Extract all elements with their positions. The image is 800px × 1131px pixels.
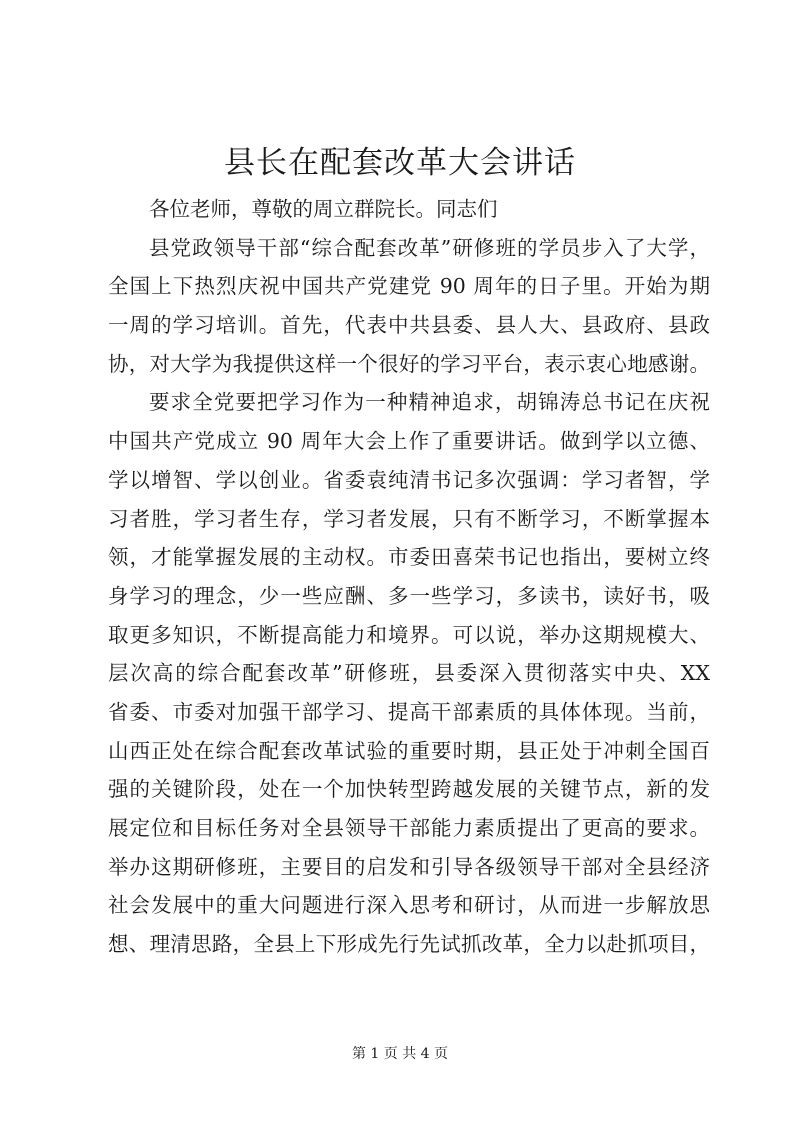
text-line: 领，才能掌握发展的主动权。市委田喜荣书记也指出，要树立终 (108, 545, 710, 570)
text-line: 学以增智、学以创业。省委袁纯清书记多次强调：学习者智，学 (108, 467, 710, 492)
text-line: 中国共产党成立 90 周年大会上作了重要讲话。做到学以立德、 (108, 429, 710, 454)
text-line: 习者胜，学习者生存，学习者发展，只有不断学习，不断掌握本 (108, 506, 710, 531)
text-line: 各位老师，尊敬的周立群院长。同志们 (149, 197, 498, 221)
text-line: 山西正处在综合配套改革试验的重要时期，县正处于冲刺全国百 (108, 738, 710, 763)
text-line: 身学习的理念，少一些应酬、多一些学习，多读书，读好书，吸 (108, 583, 710, 608)
text-line: 展定位和目标任务对全县领导干部能力素质提出了更高的要求。 (108, 816, 710, 840)
text-line: 社会发展中的重大问题进行深入思考和研讨，从而进一步解放思 (108, 893, 710, 918)
text-line: 省委、市委对加强干部学习、提高干部素质的具体体现。当前， (108, 699, 710, 724)
text-line: 协，对大学为我提供这样一个很好的学习平台，表示衷心地感谢。 (108, 351, 710, 376)
page-footer: 第 1 页 共 4 页 (351, 1046, 449, 1062)
text-line: 举办这期研修班，主要目的启发和引导各级领导干部对全县经济 (108, 854, 710, 879)
document-body (108, 190, 710, 964)
document-title: 县长在配套改革大会讲话 (224, 145, 576, 181)
text-line: 取更多知识，不断提高能力和境界。可以说，举办这期规模大、 (108, 622, 710, 647)
text-line: 县党政领导干部“综合配套改革”研修班的学员步入了大学， (149, 235, 710, 260)
text-line: 全国上下热烈庆祝中国共产党建党 90 周年的日子里。开始为期 (108, 274, 710, 299)
text-line: 一周的学习培训。首先，代表中共县委、县人大、县政府、县政 (108, 313, 710, 338)
text-line: 强的关键阶段，处在一个加快转型跨越发展的关键节点，新的发 (108, 777, 710, 802)
text-line: 层次高的综合配套改革”研修班，县委深入贯彻落实中央、XX (108, 661, 710, 686)
text-line: 要求全党要把学习作为一种精神追求，胡锦涛总书记在庆祝 (149, 390, 710, 415)
text-line: 想、理清思路，全县上下形成先行先试抓改革，全力以赴抓项目， (108, 932, 710, 957)
